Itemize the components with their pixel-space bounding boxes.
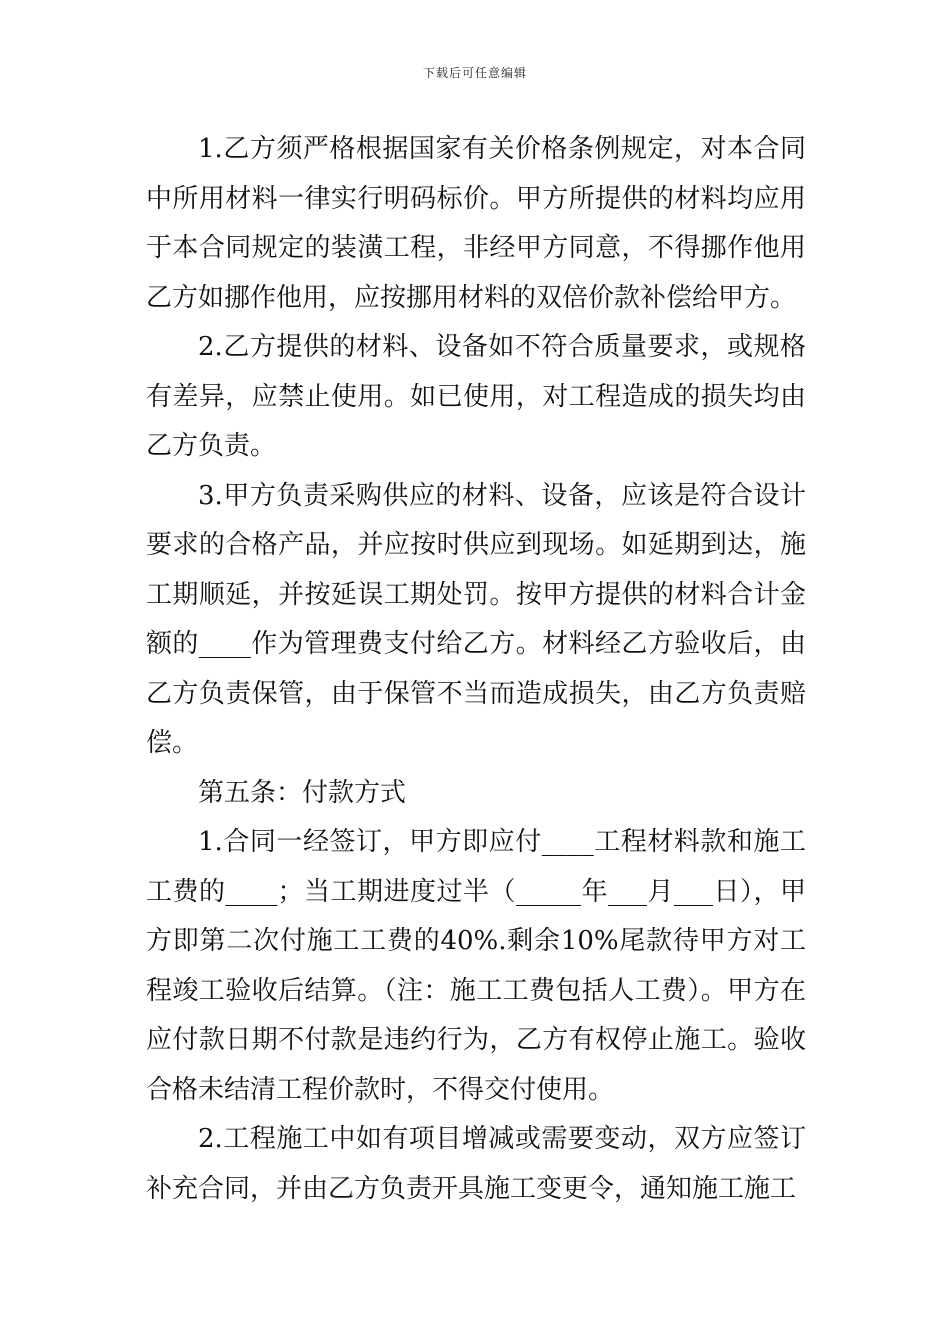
section-title-payment: 第五条：付款方式 bbox=[198, 777, 407, 808]
clause-materials-procurement: 3.甲方负责采购供应的材料、设备，应该是符合设计要求的合格产品，并应按时供应到现场。如延期到达，施工期顺延，并按延误工期处罚。按甲方提供的材料合计金额的____作为管理费支付给乙方。材料经乙方验收后，由乙方负责保管，由于保管不当而造成损失，由乙方负责赔偿。 bbox=[146, 480, 806, 758]
clause-materials-quality: 2.乙方提供的材料、设备如不符合质量要求，或规格有差异，应禁止使用。如已使用，对工程造成的损失均由乙方负责。 bbox=[146, 332, 806, 461]
document-body bbox=[146, 125, 806, 1214]
page-header: 下载后可任意编辑 bbox=[422, 66, 527, 80]
clause-payment-changes: 2.工程施工中如有项目增减或需要变动，双方应签订补充合同，并由乙方负责开具施工变更令，通知施工施工 bbox=[146, 1124, 806, 1204]
clause-materials-pricing: 1.乙方须严格根据国家有关价格条例规定，对本合同中所用材料一律实行明码标价。甲方所提供的材料均应用于本合同规定的装潢工程，非经甲方同意，不得挪作他用乙方如挪作他用，应按挪用材料的双倍价款补偿给甲方。 bbox=[146, 134, 806, 313]
clause-payment-schedule: 1.合同一经签订，甲方即应付____工程材料款和施工工费的____；当工期进度过半（_____年___月___日），甲方即第二次付施工工费的40%.剩余10%尾款待甲方对工程竣工验收后结算。（注：施工工费包括人工费）。甲方在应付款日期不付款是违约行为，乙方有权停止施工。验收合格未结清工程价款时，不得交付使用。 bbox=[146, 827, 806, 1105]
